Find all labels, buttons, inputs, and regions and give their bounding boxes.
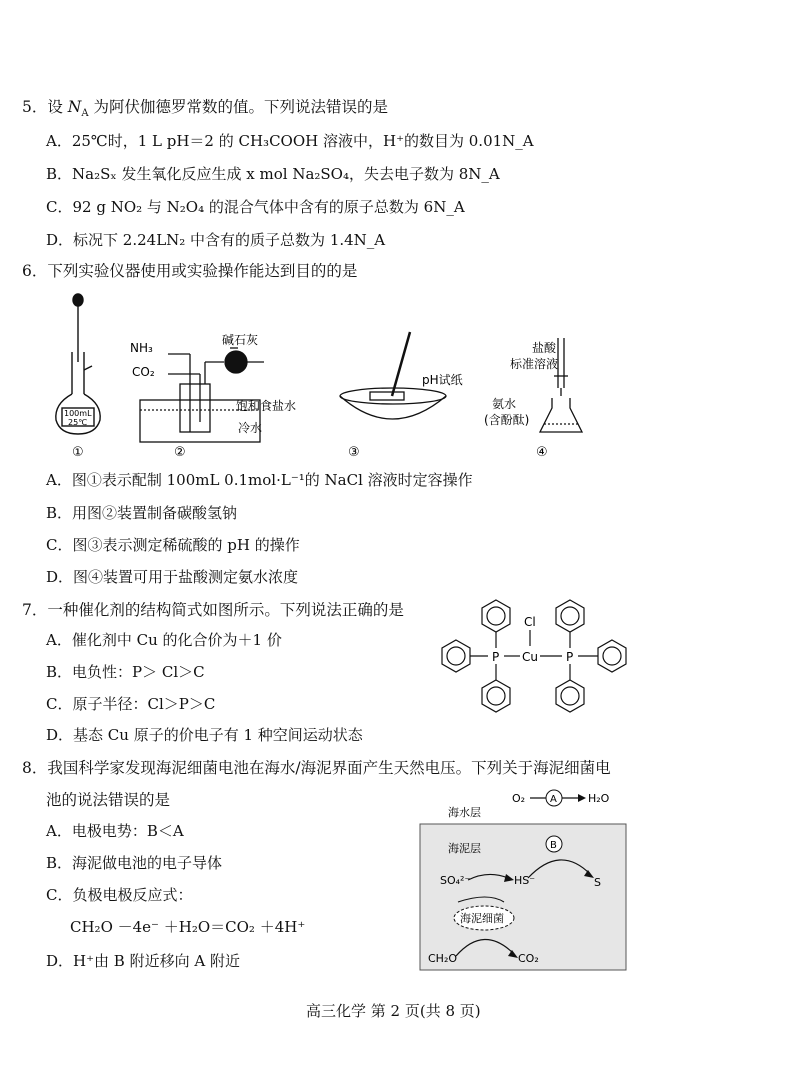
q5-stem: 5．设 $N_A$ 为阿伏伽德罗常数的值。下列说法错误的是	[22, 98, 389, 120]
q7-option-d: D．基态 Cu 原子的价电子有 1 种空间运动状态	[46, 726, 363, 744]
q6-stem: 6．下列实验仪器使用或实验操作能达到目的的是	[22, 262, 358, 280]
hs-label: HS⁻	[514, 874, 536, 887]
fig4-hcl-label: 盐酸	[532, 341, 557, 355]
q6-option-d: D．图④装置可用于盐酸测定氨水浓度	[46, 568, 299, 586]
structure-cl: Cl	[524, 615, 536, 629]
so4-label: SO₄²⁻	[440, 874, 471, 887]
electrode-b-label: B	[550, 840, 557, 851]
bacteria-label: 海泥细菌	[460, 912, 504, 925]
q8-option-c-equation: CH₂O －4e⁻ ＋H₂O＝CO₂ ＋4H⁺	[70, 918, 306, 936]
q7-option-c: C．原子半径：Cl＞P＞C	[46, 695, 216, 713]
q8-stem-line1: 8．我国科学家发现海泥细菌电池在海水/海泥界面产生天然电压。下列关于海泥细菌电	[22, 759, 611, 777]
q7-option-b: B．电负性：P＞ Cl＞C	[46, 663, 205, 681]
fig2-cold-water-label: 冷水	[238, 421, 263, 435]
q5-option-d: D．标况下 2.24LN₂ 中含有的质子总数为 1.4N_A	[46, 231, 386, 249]
fig2-soda-lime-label: 碱石灰	[222, 333, 259, 347]
ch2o-label: CH₂O	[428, 952, 458, 965]
q8-option-b: B．海泥做电池的电子导体	[46, 854, 223, 872]
electrode-a-label: A	[550, 794, 557, 805]
fig4-phenol-label: (含酚酞)	[484, 413, 530, 427]
q5-option-a: A．25℃时，1 L pH＝2 的 CH₃COOH 溶液中，H⁺的数目为 0.01N_A	[46, 132, 534, 150]
fig2-co2-label: CO₂	[132, 365, 155, 379]
structure-cu: Cu	[522, 650, 538, 664]
fig2-brine-label: 饱和食盐水	[236, 399, 297, 413]
structure-p-left: P	[492, 650, 500, 664]
q6-option-c: C．图③表示测定稀硫酸的 pH 的操作	[46, 536, 300, 554]
q7-structure-figure	[436, 592, 636, 722]
s-label: S	[594, 876, 601, 889]
q8-option-c: C．负极电极反应式：	[46, 886, 193, 904]
q5-option-c: C．92 g NO₂ 与 N₂O₄ 的混合气体中含有的原子总数为 6N_A	[46, 198, 465, 216]
fig2-nh3-label: NH₃	[130, 341, 153, 355]
q6-apparatus-figure	[40, 292, 600, 462]
fig-number-1: ①	[72, 445, 84, 460]
q8-stem-line2: 池的说法错误的是	[46, 791, 171, 809]
q6-option-a: A．图①表示配制 100mL 0.1mol·L⁻¹的 NaCl 溶液时定容操作	[46, 471, 473, 489]
q8-option-d: D．H⁺由 B 附近移向 A 附近	[46, 952, 240, 970]
q6-option-b: B．用图②装置制备碳酸氢钠	[46, 504, 238, 522]
q8-battery-figure	[418, 784, 630, 974]
q7-option-a: A．催化剂中 Cu 的化合价为＋1 价	[46, 631, 282, 649]
fig-number-3: ③	[348, 445, 360, 460]
h2o-label: H₂O	[588, 792, 610, 805]
fig-number-2: ②	[174, 445, 186, 460]
fig1-mark-100ml: 100mL	[64, 409, 92, 418]
fig1-mark-25c: 25℃	[68, 418, 88, 427]
co2-label: CO₂	[518, 952, 539, 965]
page-footer: 高三化学 第 2 页(共 8 页)	[306, 1002, 481, 1020]
fig3-ph-paper-label: pH试纸	[422, 373, 463, 387]
structure-p-right: P	[566, 650, 574, 664]
fig-number-4: ④	[536, 445, 548, 460]
q5-option-b: B．Na₂Sₓ 发生氧化反应生成 x mol Na₂SO₄，失去电子数为 8N_A	[46, 165, 500, 183]
mud-layer-label: 海泥层	[448, 842, 481, 855]
q8-option-a: A．电极电势：B＜A	[46, 822, 184, 840]
fig4-std-sol-label: 标准溶液	[510, 357, 559, 371]
fig4-ammonia-label: 氨水	[492, 397, 517, 411]
q7-stem: 7．一种催化剂的结构简式如图所示。下列说法正确的是	[22, 601, 404, 619]
seawater-layer-label: 海水层	[448, 806, 481, 819]
o2-label: O₂	[512, 792, 526, 805]
